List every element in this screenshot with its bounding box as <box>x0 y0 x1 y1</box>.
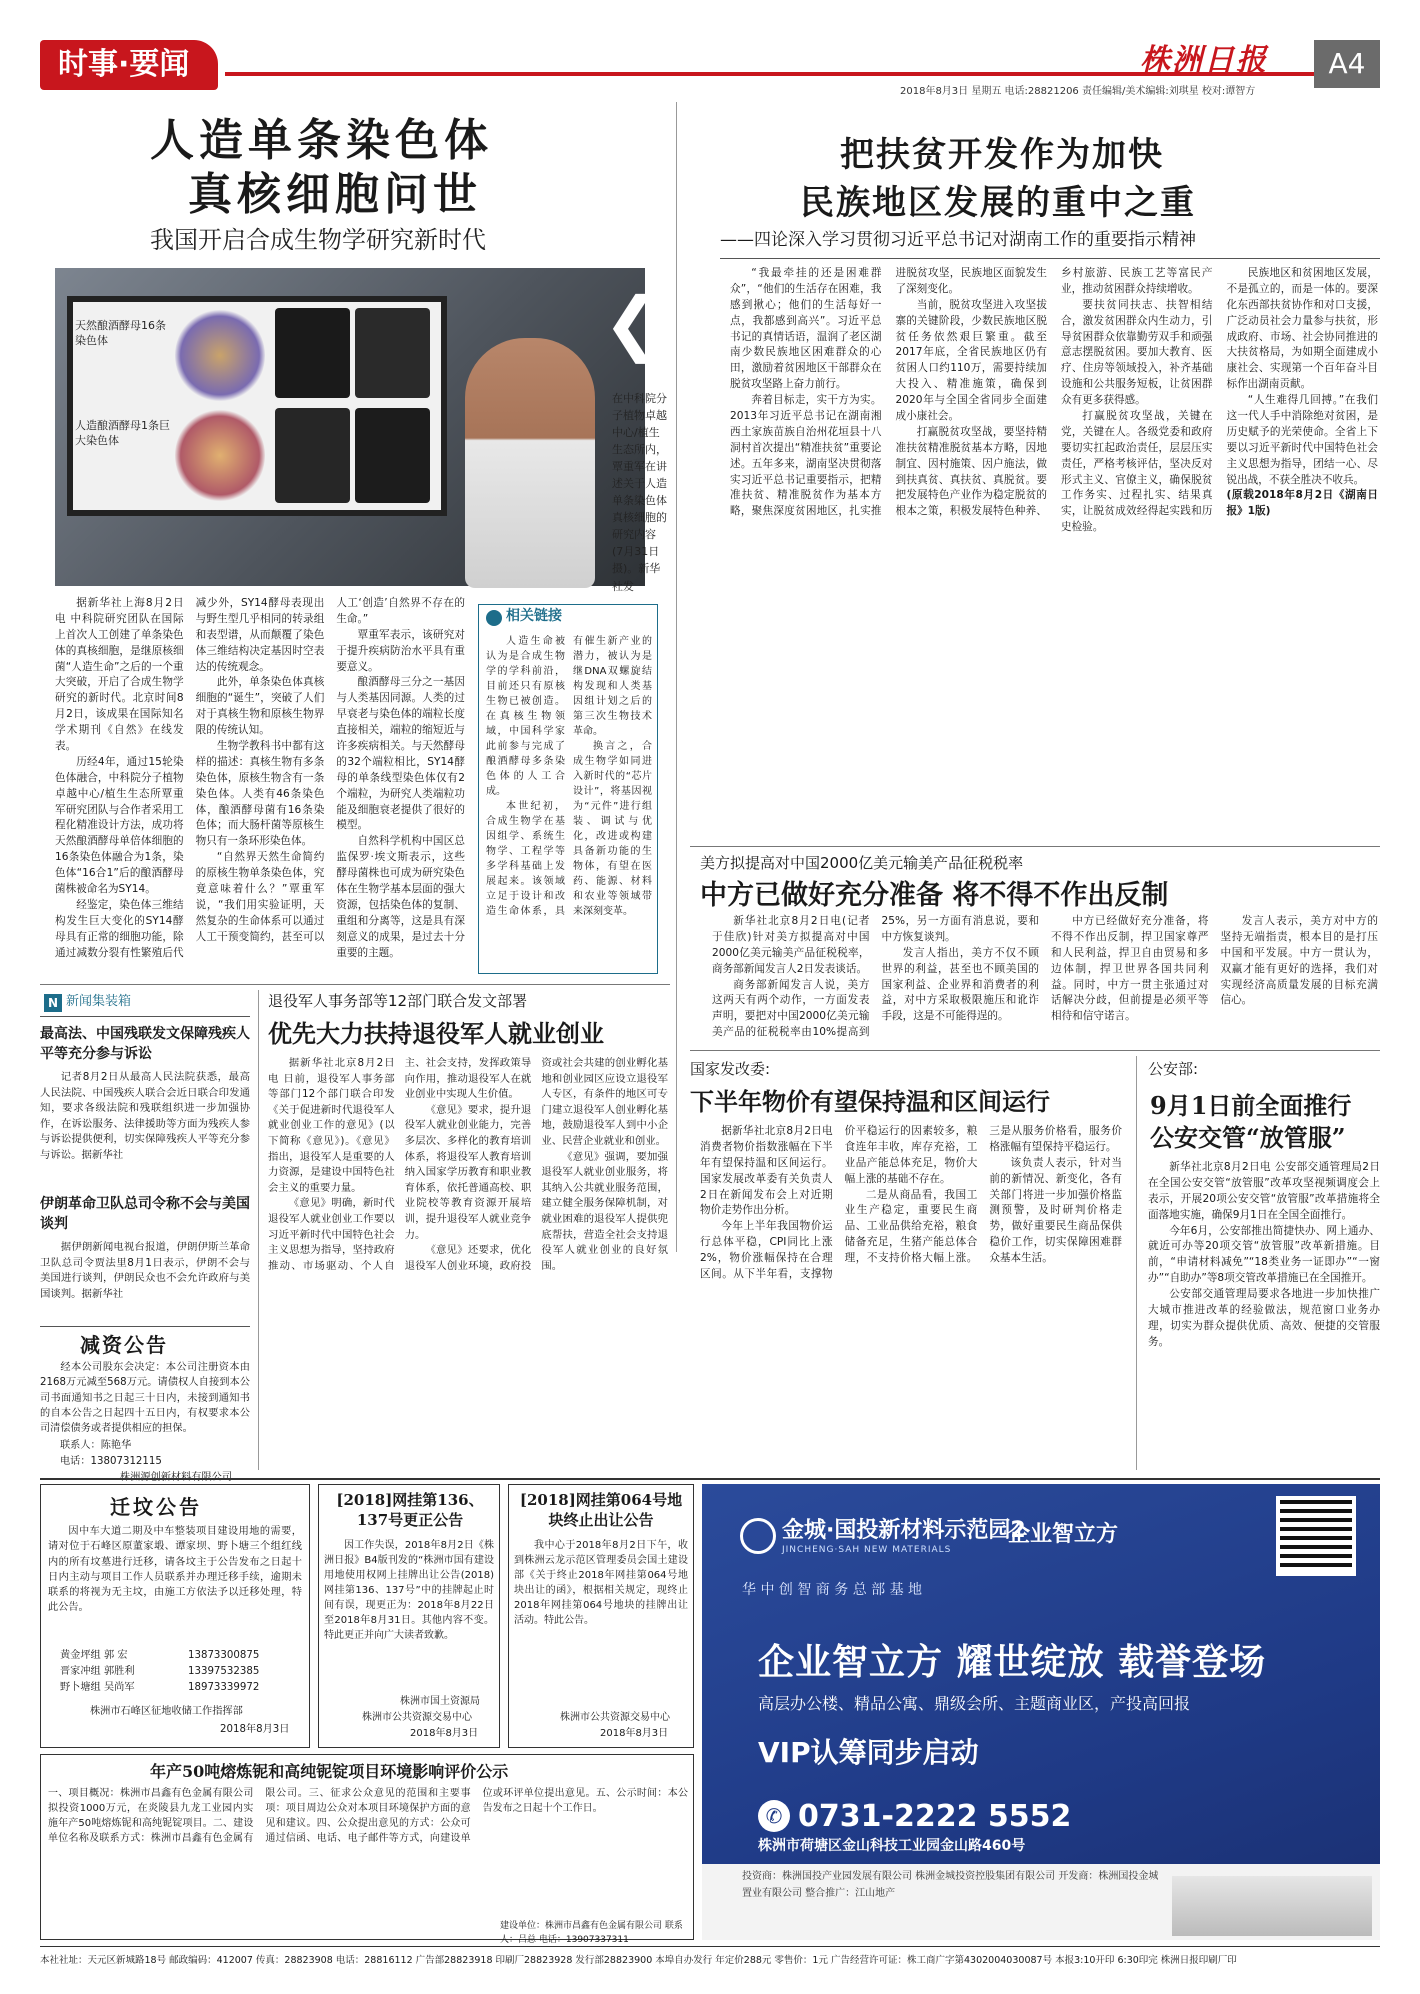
brief-rule <box>40 1016 250 1017</box>
related-paragraph: 本世纪初，合成生物学在基因组学、系统生物学、工程学等多学科基础上发展起来。该领域立足于设计和改造生命体系，具有催生新产业的潜力，被认为是继DNA双螺旋结构发现和人类基因组计划之后的第三次生物技术革命。 <box>486 636 652 917</box>
grave-notice-org: 株洲市石峰区征地收储工作指挥部 <box>90 1706 243 1717</box>
lead-title-1: 人造单条染色体 <box>150 115 493 166</box>
tariff-paragraph: 商务部新闻发言人说，美方这两天有两个动作，一方面发表声明，要把对中国2000亿美元输美产品的征税税率由10%提高到25%，另一方面有消息说，要和中方恢复谈判。 <box>712 915 1039 1039</box>
notices-rule <box>40 1478 1380 1480</box>
grave-notice-title: 迁坟公告 <box>110 1495 202 1519</box>
lead-photo <box>55 268 662 586</box>
ad-vip: VIP认筹同步启动 <box>758 1736 979 1769</box>
commentary-title-2: 民族地区发展的重中之重 <box>800 183 1196 223</box>
lead-paragraph: 经鉴定，染色体三维结构发生巨大变化的SY14酵母具有正常的细胞功能，除通过减数分裂有性繁殖后代减少外，SY14酵母表现出与野生型几乎相同的转录组和表型谱，从而颠覆了染色体三维结构决定基因时空表达的传统观念。 <box>55 597 325 959</box>
lead-paragraph: “自然界天然生命简约的原核生物单条染色体，究竟意味着什么？”覃重军说，“我们用实验证明，天然复杂的生命体系可以通过人工干预变简约，甚至可以人工‘创造’自然界不存在的生命。” <box>195 597 465 943</box>
related-paragraph: 换言之，合成生物学如同进入新时代的“芯片设计”，将基因视为“元件”进行组装、调试与优化，改进或构建具备新功能的生物体，有望在医药、能源、材料和农业等领域带来深刻变革。 <box>573 741 652 917</box>
lead-paragraph: 覃重军表示，该研究对于提升疾病防治水平具有重要意义。 <box>336 628 465 673</box>
tariff-paragraph: 新华社北京8月2日电(记者 于佳欣)针对美方拟提高对中国2000亿美元输美产品征税税率，商务部新闻发言人2日发表谈话。 <box>712 915 870 975</box>
lead-paragraph: 历经4年，通过15轮染色体融合，中科院分子植物卓越中心/植生生态所覃重军研究团队与合作者采用工程化精准设计方法，成功将天然酿酒酵母单倍体细胞的16条染色体融合为1条，染色体“16合1”后的酿酒酵母菌株被命名为SY14。 <box>55 755 184 896</box>
grave-contact-phone: 13397532385 <box>188 1666 260 1677</box>
section-title: 时事·要闻 <box>58 47 190 82</box>
microscope-image-4 <box>355 408 430 503</box>
microscope-image-3 <box>275 408 350 503</box>
section-rule <box>690 846 1380 847</box>
land136-notice-title: [2018]网挂第136、137号更正公告 <box>336 1491 484 1530</box>
ad-tagline: 华 中 创 智 商 务 总 部 基 地 <box>742 1582 923 1598</box>
synthetic-chromosome-graphic <box>175 408 265 503</box>
phone-icon: ✆ <box>758 1800 790 1832</box>
land064-notice-org: 株洲市公共资源交易中心 <box>560 1712 670 1723</box>
related-link-body <box>486 634 652 968</box>
land064-notice-title: [2018]网挂第064号地块终止出让公告 <box>519 1491 683 1530</box>
veterans-paragraph: 《意见》要求，提升退役军人就业创业能力，完善多层次、多样化的教育培训体系，将退役军人教育培训纳入国家学历教育和职业教育体系，依托普通高校、职业院校等教育资源开展培训，提升退役军人就业竞争力。 <box>404 1103 532 1241</box>
veterans-paragraph: 《意见》明确，新时代退役军人就业创业工作要以习近平新时代中国特色社会主义思想为指导，坚持政府推动、市场驱动、个人自主、社会支持，发挥政策导向作用，推动退役军人在就业创业中实现人生价值。 <box>268 1057 532 1272</box>
news-brief-label: 新闻集装箱 <box>66 994 132 1009</box>
prices-body <box>700 1124 1122 1464</box>
photo-label-1: 天然酿酒酵母16条染色体 <box>75 319 166 348</box>
photo-label-2: 人造酿酒酵母1条巨大染色体 <box>75 419 170 448</box>
police-paragraph: 公安部交通管理局要求各地进一步加快推广大城市推进改革的经验做法，规范窗口业务办理，切实为群众提供优质、高效、便捷的交管服务。 <box>1148 1288 1380 1348</box>
brief-title: 伊朗革命卫队总司令称不会与美国谈判 <box>40 1196 250 1233</box>
lead-body <box>55 596 465 976</box>
grave-contact-name: 晋家冲组 郭胜利 <box>60 1666 135 1677</box>
prices-paragraph: 二是从商品看，我国工业生产稳定，重要民生商品、工业品供给充裕，粮食储备充足，生猪产能总体合理，不支持价格大幅上涨。三是从服务价格看，服务价格涨幅有望保持平稳运行。 <box>844 1125 1122 1265</box>
footer-info: 本社社址：天元区新城路18号 邮政编码：412007 传真：28823908 电话：28816112 广告部28823918 印刷厂28823928 发行部28823900 本埠自办发行 年定价288元 零售价：1元 广告经营许可证：株工商广字第4302004030087号 本报3:10开印 6:30印完 株洲日报印刷厂印 <box>40 1955 1237 1966</box>
police-kicker: 公安部: <box>1148 1060 1199 1078</box>
ad-headline: 企业智立方 耀世绽放 载誉登场 <box>758 1642 1267 1683</box>
ad-city-skyline <box>1172 1876 1372 1936</box>
police-title-2: 公安交管“放管服” <box>1150 1123 1346 1152</box>
column-divider <box>676 102 677 1252</box>
brief-body: 记者8月2日从最高人民法院获悉，最高人民法院、中国残疾人联合会近日联合印发通知，要求各级法院和残联组织进一步加强协作，在诉讼服务、法律援助等方面为残疾人参与诉讼提供便利，切实保障残疾人平等充分参与诉讼。据新华社 <box>40 1071 250 1162</box>
ad-brand: 金城·国投新材料示范园2 <box>782 1518 1026 1543</box>
veterans-paragraph: 《意见》还要求，优化退役军人创业环境，政府投资或社会共建的创业孵化基地和创业园区应设立退役军人专区，有条件的地区可专门建立退役军人创业孵化基地，鼓励退役军人到中小企业、民营企业就业和创业。 <box>404 1057 668 1272</box>
capital-notice-contact: 联系人：陈艳华 <box>60 1440 132 1451</box>
column-divider <box>1136 1056 1137 1470</box>
veterans-kicker: 退役军人事务部等12部门联合发文部署 <box>268 992 528 1010</box>
veterans-title: 优先大力扶持退役军人就业创业 <box>268 1019 604 1048</box>
police-body <box>1148 1160 1380 1465</box>
ad-address: 株洲市荷塘区金山科技工业园金山路460号 <box>758 1838 1026 1854</box>
capital-notice-phone: 电话：13807312115 <box>60 1456 162 1467</box>
commentary-paragraph: 当前，脱贫攻坚进入攻坚拔寨的关键阶段，少数民族地区脱贫任务依然艰巨繁重。截至2017年底，全省民族地区仍有贫困人口约110万，需要持续加大投入、精准施策，确保到2020年与全国全省同步全面建成小康社会。 <box>895 298 1047 423</box>
grave-contact-name: 野卜塘组 吴尚军 <box>60 1682 135 1693</box>
ad-phone: 0731-2222 5552 <box>798 1799 1072 1834</box>
eia-notice-title: 年产50吨熔炼铌和高纯铌锭项目环境影响评价公示 <box>150 1762 509 1781</box>
eia-notice-contact: 建设单位：株洲市昌鑫有色金属有限公司 联系人：吕总 电话：13907337311 <box>500 1921 683 1945</box>
capital-notice-title: 减资公告 <box>80 1333 168 1357</box>
land064-notice-date: 2018年8月3日 <box>600 1728 669 1739</box>
prices-title: 下半年物价有望保持温和区间运行 <box>690 1087 1050 1116</box>
ad-footer: 投资商：株洲国投产业园发展有限公司 株洲金城投资控股集团有限公司 开发商：株洲国投金城置业有限公司 整合推广：江山地产 <box>742 1871 1159 1899</box>
issue-info: 2018年8月3日 星期五 电话:28821206 责任编辑/美术编辑:刘琪星 校对:谭智方 <box>900 86 1256 97</box>
ad-sub-brand: 企业智立方 <box>1008 1522 1119 1547</box>
land136-notice-org2: 株洲市公共资源交易中心 <box>362 1712 472 1723</box>
eia-notice-body: 一、项目概况：株洲市昌鑫有色金属有限公司拟投资1000万元，在炎陵县九龙工业园内实施年产50吨熔炼铌和高纯铌锭项目。二、建设单位名称及联系方式：株洲市昌鑫有色金属有限公司。三、征求公众意见的范围和主要事项：项目周边公众对本项目环境保护方面的意见和建议。四、公众提出意见的方式：公众可通过信函、电话、电子邮件等方式，向建设单位或环评单位提出意见。五、公示时间：本公告发布之日起十个工作日。 <box>48 1788 688 1844</box>
prices-paragraph: 该负责人表示，针对当前的新情况、新变化，各有关部门将进一步加强价格监测预警，及时研判价格走势，做好重要民生商品保供稳价工作，切实保障困难群众基本生活。 <box>989 1156 1122 1265</box>
commentary-paragraph: 民族地区和贫困地区发展，不是孤立的，而是一体的。要深化东西部扶贫协作和对口支援，广泛动员社会力量参与扶贫，形成政府、市场、社会协同推进的大扶贫格局，为如期全面建成小康社会、实现第一个百年奋斗目标作出湖南贡献。 <box>1226 267 1378 391</box>
veterans-paragraph: 据新华社北京8月2日电 日前，退役军人事务部等部门12个部门联合印发《关于促进新时代退役军人就业创业工作的意见》(以下简称《意见》)。《意见》指出，退役军人是重要的人力资源，是建设中国特色社会主义的重要力量。 <box>268 1057 395 1194</box>
lead-subtitle: 我国开启合成生物学研究新时代 <box>150 226 486 254</box>
lead-title-2: 真核细胞问世 <box>188 169 482 220</box>
lead-paragraph: 此外，单条染色体真核细胞的“诞生”，突破了人们对于真核生物和原核生物界限的传统认知。 <box>195 676 325 737</box>
veterans-body <box>268 1056 668 1470</box>
tariff-paragraph: 发言人指出，美方不仅不顾世界的利益，甚至也不顾美国的国家利益、企业界和消费者的利益，对中方采取极限施压和讹诈手段，这是不可能得逞的。 <box>881 946 1039 1023</box>
researcher-figure <box>465 338 595 588</box>
lead-paragraph: 据新华社上海8月2日电 中科院研究团队在国际上首次人工创建了单条染色体的真核细胞，是继原核细菌“人造生命”之后的一个重大突破，开启了合成生物学研究的新时代。北京时间8月2日，该成果在国际知名学术期刊《自然》在线发表。 <box>55 597 184 753</box>
tariff-title: 中方已做好充分准备 将不得不作出反制 <box>700 880 1169 911</box>
natural-chromosome-graphic <box>175 308 265 403</box>
column-divider <box>258 990 259 1470</box>
land136-notice-body: 因工作失误，2018年8月2日《株洲日报》B4版刊发的“株洲市国有建设用地使用权网上挂牌出让公告(2018)网挂第136、137号”中的挂牌起止时间有误，现更正为：2018年8月22日至2018年8月31日。其他内容不变。特此更正并向广大读者致歉。 <box>324 1540 494 1641</box>
page-number: A4 <box>1314 40 1380 88</box>
commentary-title-1: 把扶贫开发作为加快 <box>840 135 1164 175</box>
commentary-paragraph: 打赢脱贫攻坚战，关键在党，关键在人。各级党委和政府要切实扛起政治责任，层层压实责任，严格考核评估，坚决反对形式主义、官僚主义，确保脱贫工作务实、过程扎实、结果真实，让脱贫成效经得起实践和历史检验。 <box>1061 410 1213 534</box>
lead-photo-caption: 在中科院分子植物卓越中心/植生生态所内，覃重军在讲述关于人造单条染色体真核细胞的研究内容(7月31日摄)。新华社发 <box>612 392 667 593</box>
land064-notice-body: 我中心于2018年8月2日下午，收到株洲云龙示范区管理委员会国土建设部《关于终止2018年网挂第064号地块出让的函》，根据相关规定，现终止2018年网挂第064号地块的挂牌出让活动。特此公告。 <box>514 1540 688 1626</box>
ad-description: 高层办公楼、精品公寓、鼎级会所、主题商业区，产投高回报 <box>758 1694 1191 1713</box>
related-link-icon <box>486 610 502 626</box>
commentary-paragraph: 要扶贫同扶志、扶智相结合，激发贫困群众内生动力，引导贫困群众依靠勤劳双手和顽强意志摆脱贫困。要加大教育、医疗、住房等领域投入，补齐基础设施和公共服务短板，让贫困群众有更多获得感。 <box>1061 298 1213 407</box>
commentary-source: (原载2018年8月2日《湖南日报》1版) <box>1226 489 1378 518</box>
brief-body: 据伊朗新闻电视台报道，伊朗伊斯兰革命卫队总司令贾法里8月1日表示，伊朗不会与美国进行谈判，伊朗民众也不会允许政府与美国谈判。据新华社 <box>40 1241 250 1300</box>
real-estate-ad <box>702 1484 1380 1940</box>
commentary-subtitle: ——四论深入学习贯彻习近平总书记对湖南工作的重要指示精神 <box>720 230 1196 250</box>
microscope-image-1 <box>275 308 350 398</box>
land136-notice-org: 株洲市国土资源局 <box>400 1696 480 1707</box>
brief-rule <box>40 1326 250 1327</box>
brief-title: 最高法、中国残联发文保障残疾人平等充分参与诉讼 <box>40 1026 250 1063</box>
land136-notice-date: 2018年8月3日 <box>410 1728 479 1739</box>
lead-paragraph: 自然科学机构中国区总监保罗·埃文斯表示，这些酵母菌株也可成为研究染色体在生物学基本层面的强大资源，包括染色体的复制、重组和分离等，这是具有深刻意义的成果，是过去十分重要的主题。 <box>336 835 465 959</box>
tariff-paragraph: 发言人表示，美方对中方的坚持无端指责，根本目的是打压中国和平发展。中方一贯认为，双赢才能有更好的选择，我们对实现经济高质量发展的目标充满信心。 <box>1220 915 1378 1007</box>
prices-kicker: 国家发改委: <box>690 1060 771 1078</box>
tariff-kicker: 美方拟提高对中国2000亿美元输美产品征税税率 <box>700 854 1024 872</box>
commentary-paragraph: “人生难得几回搏。”在我们这一代人手中消除绝对贫困，是历史赋予的光荣使命。全省上下要以习近平新时代中国特色社会主义思想为指导，团结一心、尽锐出战，不获全胜决不收兵。 <box>1226 394 1378 486</box>
commentary-paragraph: 打赢脱贫攻坚战，要坚持精准扶贫精准脱贫基本方略，因地制宜、因村施策、因户施法，做到扶真贫、真扶贫、真脱贫。要把发展特色产业作为稳定脱贫的根本之策，积极发展特色种养、乡村旅游、民族工艺等富民产业，推动贫困群众持续增收。 <box>895 267 1213 518</box>
lead-paragraph: 酿酒酵母三分之一基因与人类基因同源。人类的过早衰老与染色体的端粒长度直接相关，端粒的缩短近与许多疾病相关。与天然酵母的32个端粒相比，SY14酵母的单条线型染色体仅有2个端粒，为研究人类端粒功能及细胞衰老提供了很好的模型。 <box>336 676 465 832</box>
section-rule <box>690 1050 1380 1051</box>
veterans-paragraph: 《意见》强调，要加强退役军人就业创业服务，将其纳入公共就业服务范围，建立健全服务保障机制，对就业困难的退役军人提供兜底帮扶，营造全社会支持退役军人就业创业的良好氛围。 <box>541 1150 668 1272</box>
commentary-paragraph: “我最牵挂的还是困难群众”，“他们的生活存在困难，我感到揪心；他们的生活每好一点，我都感到高兴”。习近平总书记的真情话语，温润了老区湖南少数民族地区困难群众的心田，激励着贫困地区干部群众在脱贫攻坚路上奋力前行。 <box>730 267 882 391</box>
ad-qr-code <box>1276 1496 1356 1576</box>
tariff-body <box>712 914 1378 1044</box>
photo-arrow-icon: ❮ <box>603 282 662 364</box>
newspaper-logo: 株洲日报 <box>1140 43 1268 78</box>
grave-notice-body: 因中车大道二期及中车整装项目建设用地的需要，请对位于石峰区原董家塅、谭家坝、野卜塘三个组红线内的所有坟墓进行迁移，请各坟主于公告发布之日起十日内主动与项目工作人员联系并办理迁移手续，逾期未联系的将视为无主坟，由施工方依法予以迁移处理，特此公告。 <box>48 1526 302 1614</box>
police-title-1: 9月1日前全面推行 <box>1150 1091 1352 1120</box>
prices-paragraph: 今年上半年我国物价运行总体平稳，CPI同比上涨2%，物价涨幅保持在合理区间。从下半年看，支撑物价平稳运行的因素较多，粮食连年丰收，库存充裕，工业品产能总体充足，物价大幅上涨的基础不存在。 <box>700 1125 978 1281</box>
commentary-paragraph: 奔着目标走，实干方为实。2013年习近平总书记在湖南湘西土家族苗族自治州花垣县十八洞村首次提出“精准扶贫”重要论述。五年多来，湖南坚决贯彻落实习近平总书记重要指示，把精准扶贫、精准脱贫作为基本方略，聚焦深度贫困地区，扎实推进脱贫攻坚，民族地区面貌发生了深刻变化。 <box>730 267 1047 518</box>
footer-rule <box>40 1946 1380 1947</box>
related-paragraph: 人造生命被认为是合成生物学的学科前沿，目前还只有原核生物已被创造。在真核生物领域，中国科学家此前参与完成了酿酒酵母多条染色体的人工合成。 <box>486 636 565 797</box>
capital-notice-body: 经本公司股东会决定：本公司注册资本由2168万元减至568万元。请债权人自接到本公司书面通知书之日起三十日内，未接到通知书的自本公告之日起四十五日内，有权要求本公司清偿债务或者提供相应的担保。 <box>40 1362 250 1435</box>
grave-notice-date: 2018年8月3日 <box>220 1724 290 1735</box>
police-paragraph: 新华社北京8月2日电 公安部交通管理局2日在全国公安交管“放管服”改革攻坚视频调度会上表示，开展20项公安交管“放管服”改革措施将全面落地实施，确保9月1日在全国全面推行。 <box>1148 1161 1380 1221</box>
grave-contact-phone: 13873300875 <box>188 1650 260 1661</box>
news-brief-icon: N <box>44 994 62 1012</box>
commentary-rule <box>720 258 1380 259</box>
lead-paragraph: 生物学教科书中都有这样的描述：真核生物有多条染色体，原核生物含有一条染色体。人类有46条染色体，酿酒酵母菌有16条染色体；而大肠杆菌等原核生物只有一条环形染色体。 <box>195 740 325 848</box>
section-rule <box>40 984 670 985</box>
microscope-image-2 <box>355 308 430 398</box>
tariff-paragraph: 中方已经做好充分准备，将不得不作出反制，捍卫国家尊严和人民利益，捍卫自由贸易和多边体制，捍卫世界各国共同利益。同时，中方一贯主张通过对话解决分歧，但前提是必须平等相待和信守诺言。 <box>1051 915 1209 1023</box>
commentary-body <box>730 266 1378 796</box>
police-paragraph: 今年6月，公安部推出简捷快办、网上通办、就近可办等20项交管“放管服”改革新措施。目前，“申请材料减免”“18类业务一证即办”“一窗办”“自助办”等8项交管改革措施已在全国推开。 <box>1148 1224 1380 1285</box>
grave-contact-name: 黄金坪组 郭 宏 <box>60 1650 128 1661</box>
grave-contact-phone: 18973339972 <box>188 1682 260 1693</box>
related-link-title: 相关链接 <box>506 608 562 624</box>
ad-brand-logo <box>740 1518 776 1554</box>
prices-paragraph: 据新华社北京8月2日电 消费者物价指数涨幅在下半年有望保持温和区间运行。国家发展改革委有关负责人2日在新闻发布会上对近期物价走势作出分析。 <box>700 1125 833 1217</box>
ad-brand-en: JINCHENG·SAH NEW MATERIALS <box>782 1545 952 1555</box>
